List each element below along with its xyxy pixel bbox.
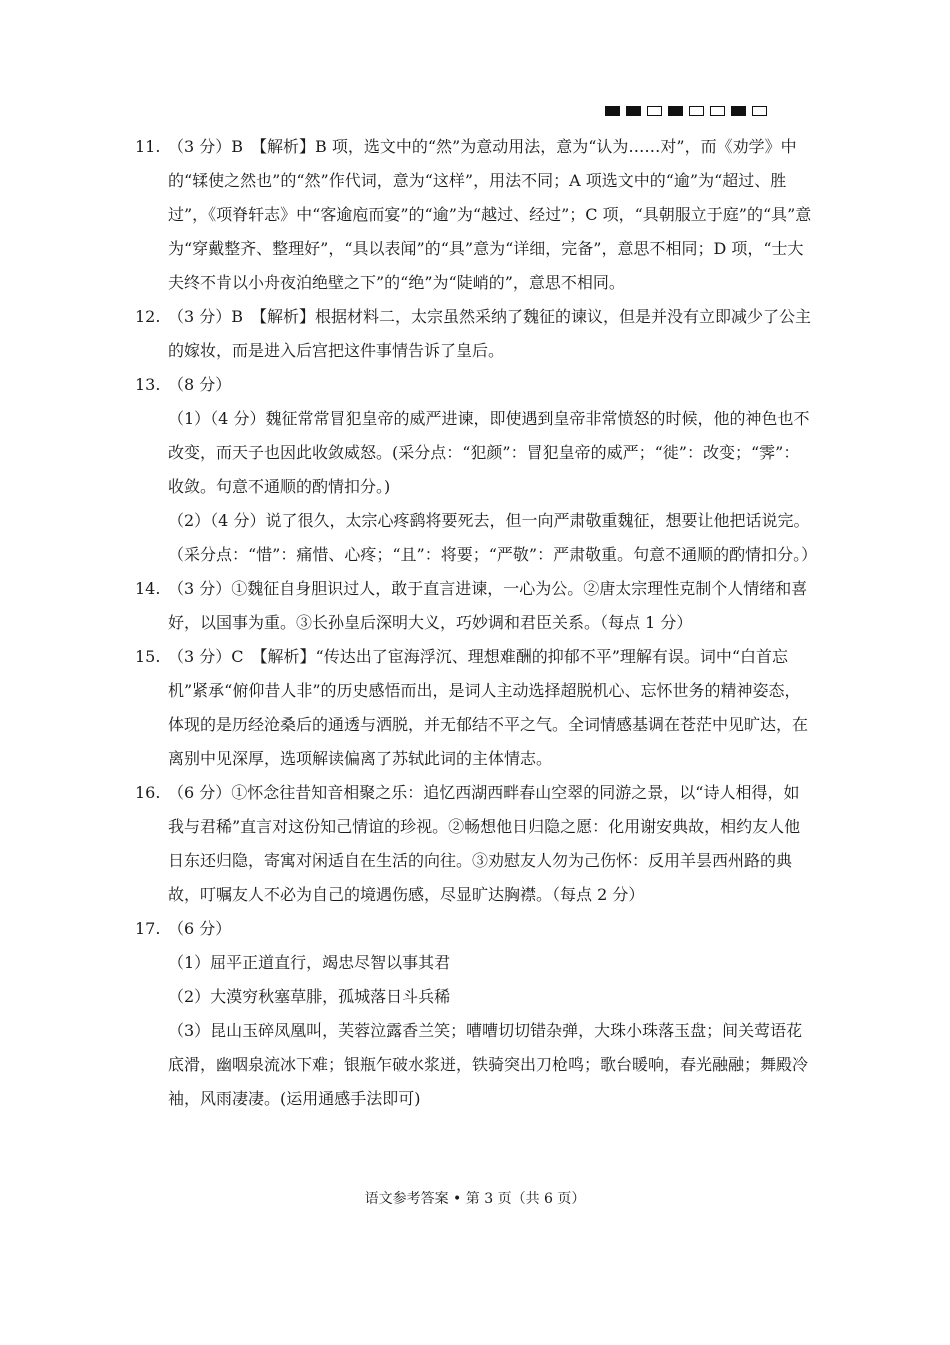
question-15 bbox=[135, 640, 815, 776]
question-12 bbox=[135, 300, 815, 368]
header-mark bbox=[710, 106, 725, 116]
question-number: 12. bbox=[135, 307, 161, 326]
header-mark bbox=[731, 106, 746, 116]
question-13 bbox=[135, 368, 818, 572]
question-answer: （3 分）B 【解析】根据材料二，太宗虽然采纳了魏征的谏议，但是并没有立即减少了公主的嫁妆，而是进入后宫把这件事情告诉了皇后。 bbox=[168, 307, 812, 360]
question-number: 17. bbox=[135, 919, 161, 938]
answer-content bbox=[135, 130, 818, 1116]
question-number: 11. bbox=[135, 137, 161, 156]
question-answer: （3 分）C 【解析】“传达出了宦海浮沉、理想难酬的抑郁不平”理解有误。词中“白首忘机”紧承“俯仰昔人非”的历史感悟而出，是词人主动选择超脱机心、忘怀世务的精神姿态，体现的是历经沧桑后的通透与洒脱，并无郁结不平之气。全词情感基调在苍茫中见旷达，在离别中见深厚，选项解读偏离了苏轼此词的主体情志。 bbox=[168, 647, 809, 768]
header-mark bbox=[647, 106, 662, 116]
question-14 bbox=[135, 572, 815, 640]
question-11 bbox=[135, 130, 815, 300]
sub-answer-2: （2）（4 分）说了很久，太宗心疼鹞将要死去，但一向严肃敬重魏征，想要让他把话说完。（采分点：“惜”：痛惜、心疼；“且”：将要；“严敬”：严肃敬重。句意不通顺的酌情扣分。） bbox=[168, 511, 818, 564]
question-score: （8 分） bbox=[168, 375, 232, 394]
header-mark bbox=[689, 106, 704, 116]
header-mark bbox=[752, 106, 767, 116]
question-score: （6 分） bbox=[168, 919, 232, 938]
question-answer: （6 分）①怀念往昔知音相聚之乐：追忆西湖西畔春山空翠的同游之景，以“诗人相得，如我与君稀”直言对这份知己情谊的珍视。②畅想他日归隐之愿：化用谢安典故，相约友人他日东还归隐，寄寓对闲适自在生活的向往。③劝慰友人勿为己伤怀：反用羊昙西州路的典故，叮嘱友人不必为自己的境遇伤感，尽显旷达胸襟。（每点 2 分） bbox=[168, 783, 801, 904]
header-mark bbox=[605, 106, 620, 116]
question-16 bbox=[135, 776, 815, 912]
sub-answer-3: （3）昆山玉碎凤凰叫，芙蓉泣露香兰笑；嘈嘈切切错杂弹，大珠小珠落玉盘；间关莺语花底滑，幽咽泉流冰下难；银瓶乍破水浆迸，铁骑突出刀枪鸣；歌台暖响，春光融融；舞殿冷袖，风雨凄凄。(运用通感手法即可) bbox=[168, 1021, 809, 1108]
question-answer: （3 分）①魏征自身胆识过人，敢于直言进谏，一心为公。②唐太宗理性克制个人情绪和喜好，以国事为重。③长孙皇后深明大义，巧妙调和君臣关系。（每点 1 分） bbox=[168, 579, 808, 632]
sub-answer-1: （1）（4 分）魏征常常冒犯皇帝的威严进谏，即使遇到皇帝非常愤怒的时候，他的神色也不改变，而天子也因此收敛威怒。(采分点：“犯颜”：冒犯皇帝的威严；“徙”：改变；“霁”：收敛。句意不通顺的酌情扣分。) bbox=[168, 409, 810, 496]
question-number: 15. bbox=[135, 647, 161, 666]
header-marks bbox=[605, 106, 767, 116]
sub-answer-2: （2）大漠穷秋塞草腓，孤城落日斗兵稀 bbox=[168, 987, 451, 1006]
question-number: 16. bbox=[135, 783, 161, 802]
header-mark bbox=[668, 106, 683, 116]
sub-answer-1: （1）屈平正道直行，竭忠尽智以事其君 bbox=[168, 953, 451, 972]
question-number: 14. bbox=[135, 579, 161, 598]
page-footer: 语文参考答案 • 第 3 页（共 6 页） bbox=[364, 1191, 586, 1207]
question-answer: （3 分）B 【解析】B 项，选文中的“然”为意动用法，意为“认为……对”，而《劝学》中的“𫐓使之然也”的“然”作代词，意为“这样”，用法不同；A 项选文中的“逾”为“超过、胜过”，《项脊轩志》中“客逾庖而宴”的“逾”为“越过、经过”；C 项，“具朝服立于庭”的“具”意为“穿戴整齐、整理好”，“具以表闻”的“具”意为“详细，完备”，意思不相同；D 项，“士大夫终不肯以小舟夜泊绝壁之下”的“绝”为“陡峭的”，意思不相同。 bbox=[168, 137, 812, 292]
header-mark bbox=[626, 106, 641, 116]
question-17 bbox=[135, 912, 815, 1116]
question-number: 13. bbox=[135, 375, 161, 394]
